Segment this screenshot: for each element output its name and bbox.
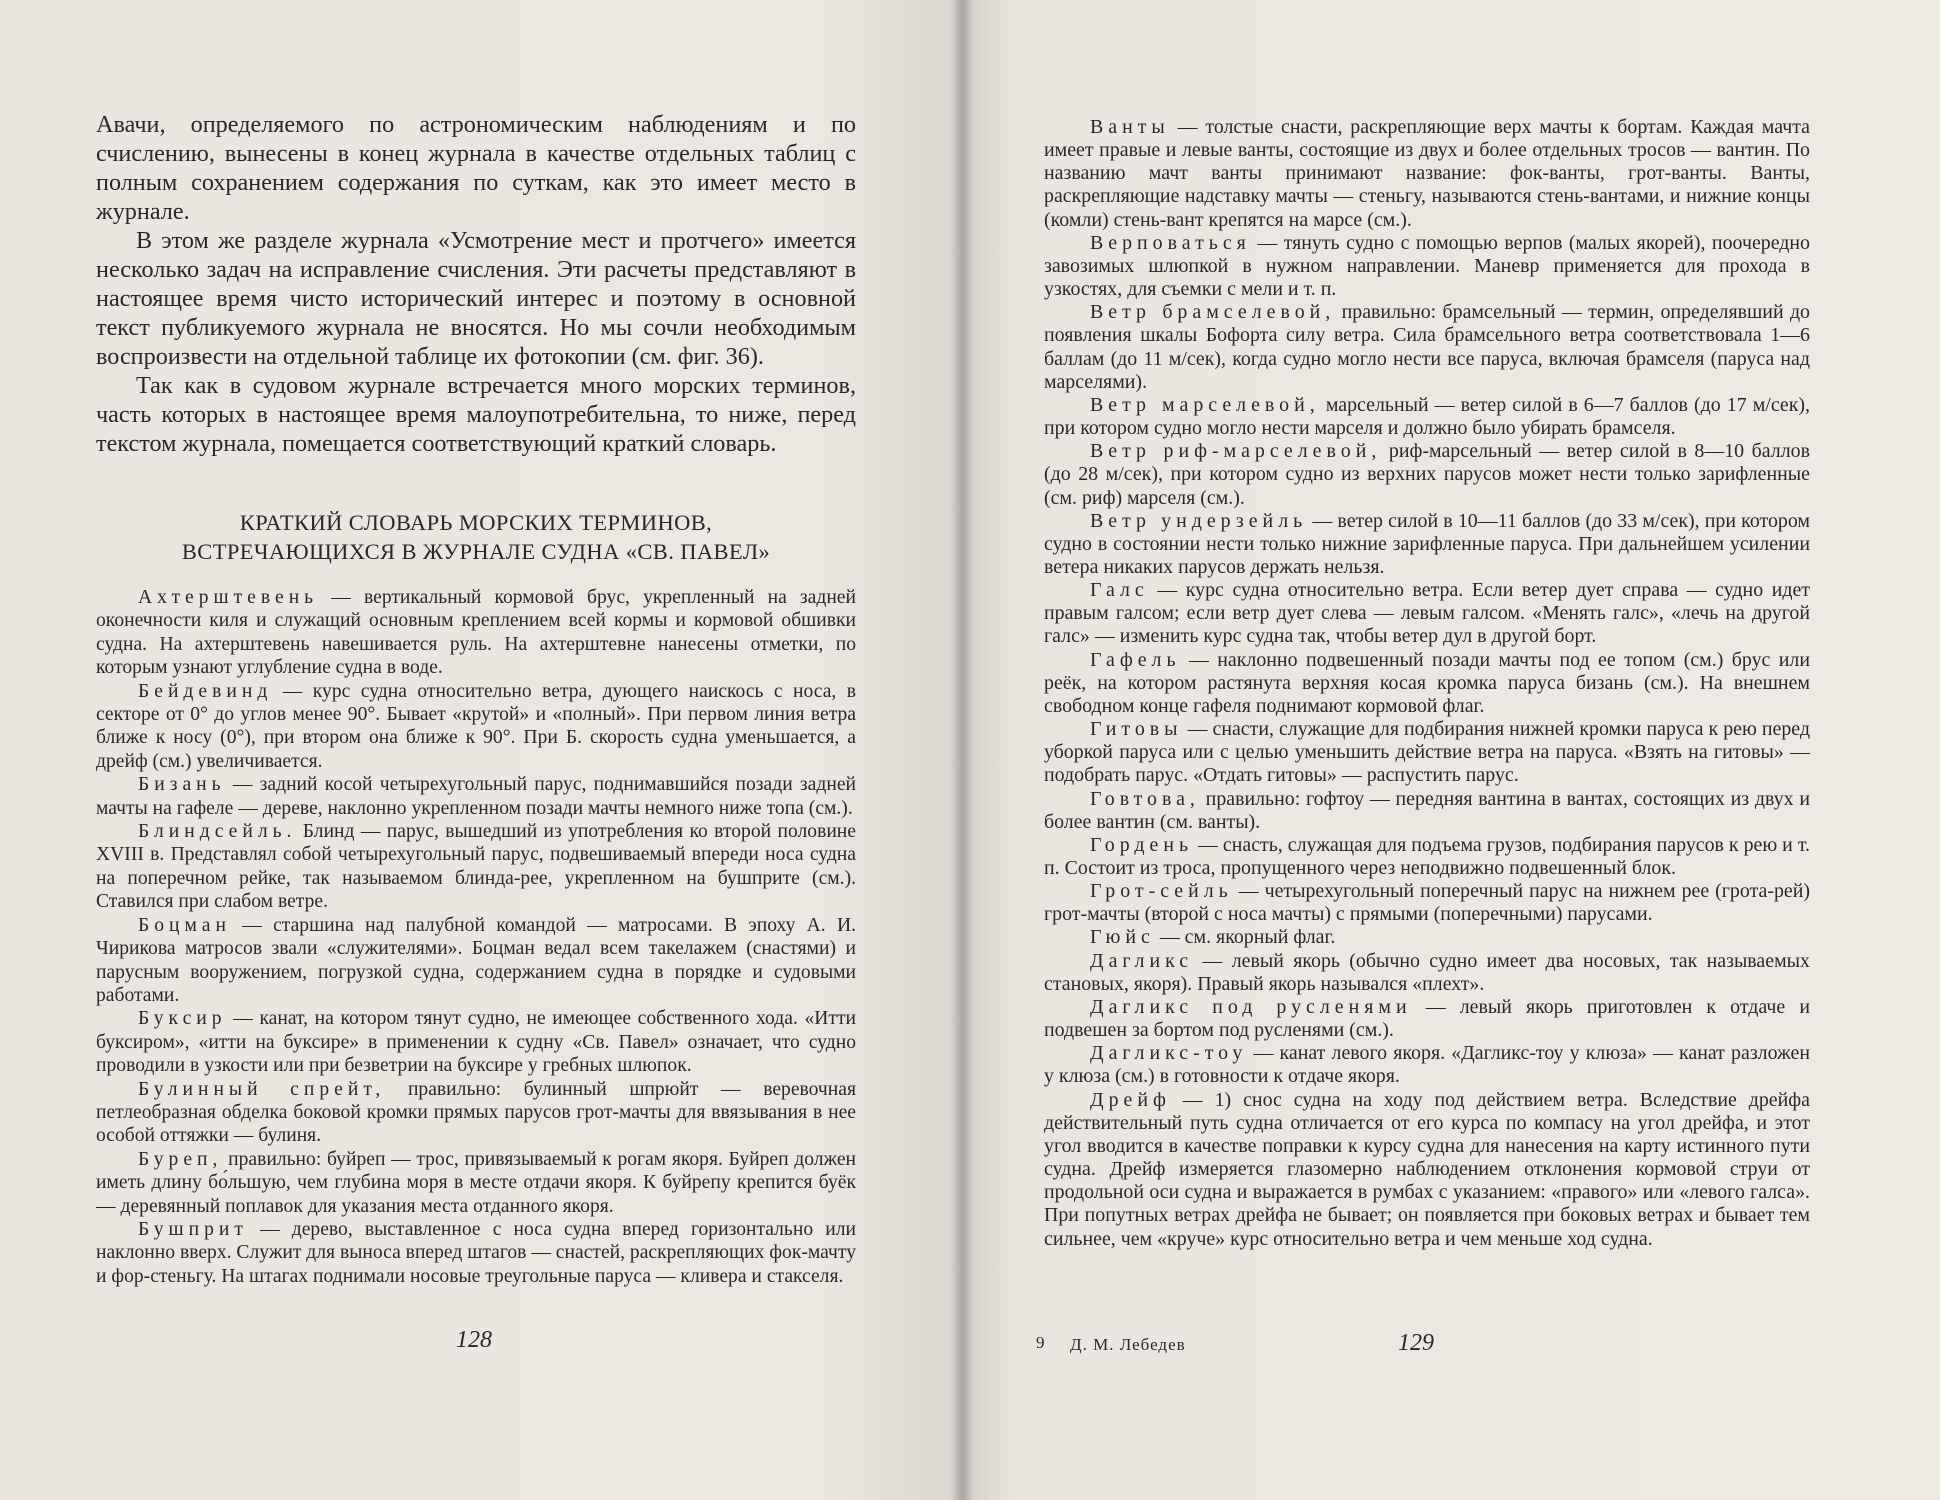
entry-term: Говтова, bbox=[1090, 787, 1200, 810]
entry-definition: правильно: брамсельный — термин, определявший до появления шкалы Бофорта силу ветра. Сила брамсельного ветра соответствовала 1—6 баллам (до 11 м/сек), когда судно могло нести все паруса, включая брамселя (паруса над марселями). bbox=[1044, 301, 1811, 393]
entry-term: Дрейф bbox=[1090, 1088, 1171, 1111]
page-number-left: 128 bbox=[456, 1327, 492, 1353]
dictionary-entry bbox=[1044, 950, 1810, 996]
dictionary-heading bbox=[96, 508, 856, 566]
entry-definition: — вертикальный кормовой брус, укрепленный на задней оконечности киля и служащий основным креплением всей кормы и кормовой обшивки судна. На ахтерштевень навешивается руль. На ахтерштевне нанесены отметки, по которым узнают углубление судна в воде. bbox=[96, 587, 856, 679]
entry-definition: — курс судна относительно ветра, дующего наискось с носа, в секторе от 0° до углов менее 90°. Бывает «крутой» и «полный». При первом линия ветра ближе к носу (0°), при втором она ближе к 90°. При Б. скорость судна уменьшается, а дрейф (см.) увеличивается. bbox=[96, 680, 856, 772]
entry-definition: правильно: буйреп — трос, привязываемый к рогам якоря. Буйреп должен иметь длину бо́льшую, чем глубина моря в месте отдачи якоря. К буйрепу крепится буёк — деревянный поплавок для указания места отданного якоря. bbox=[96, 1148, 856, 1217]
entry-definition: Блинд — парус, вышедший из употребления ко второй половине XVIII в. Представлял собой четырехугольный парус, подвешиваемый впереди носа судна на поперечном рейке, так называемом блинда-рее, укрепленном на бушприте (см.). Ставился при слабом ветре. bbox=[96, 821, 856, 913]
dictionary-entry bbox=[1044, 301, 1810, 394]
entry-term: Гафель bbox=[1090, 648, 1181, 671]
entry-term: Ветр ундерзейль bbox=[1090, 509, 1308, 532]
entry-term: Бушприт bbox=[138, 1218, 248, 1240]
dictionary-entry bbox=[1044, 649, 1810, 718]
entry-definition: — канат, на котором тянут судно, не имеющее собственного хода. «Итти буксиром», «итти на буксире» в применении к судну «Св. Павел» означает, что судно проводили в узкости или при безветрии на буксире у гребных шлюпок. bbox=[96, 1008, 856, 1077]
entry-term: Дагликс bbox=[1090, 949, 1194, 972]
entry-term: Бизань bbox=[138, 774, 226, 796]
entry-term: Ванты bbox=[1090, 116, 1170, 138]
dictionary-entry bbox=[1044, 1089, 1810, 1251]
entry-term: Ветр марселевой, bbox=[1090, 393, 1320, 416]
entry-definition: — задний косой четырехугольный парус, поднимавшийся позади задней мачты на гафеле — дереве, наклонно укрепленном позади мачты немного ниже топа (см.). bbox=[96, 774, 856, 819]
entry-definition: — левый якорь приготовлен к отдаче и подвешен за бортом под русленями (см.). bbox=[1044, 995, 1810, 1042]
entry-definition: — старшина над палубной командой — матросами. В эпоху А. И. Чирикова матросов звали «служителями». Боцман ведал всем такелажем (снастями) и парусным вооружением, погрузкой судна, содержанием судна в порядке и судовыми работами. bbox=[96, 914, 856, 1006]
intro-paragraph: Авачи, определяемого по астрономическим наблюдениям и по счислению, вынесены в конец журнала в качестве отдельных таблиц с полным сохранением содержания по суткам, как это имеет место в журнале. bbox=[96, 111, 856, 225]
heading-line: КРАТКИЙ СЛОВАРЬ МОРСКИХ ТЕРМИНОВ, bbox=[239, 510, 713, 535]
dictionary-entries-left bbox=[96, 586, 856, 1288]
entry-definition: — курс судна относительно ветра. Если ветер дует справа — судно идет правым галсом; если ветр дует слева — левым галсом. «Менять галс», «лечь на другой галс» — изменить курс судна так, чтобы ветер дул в другой борт. bbox=[1044, 579, 1810, 648]
entry-definition: — снасти, служащие для подбирания нижней кромки паруса к рею перед уборкой паруса или с целью уменьшить действие ветра на паруса. «Взять на гитовы» — подобрать парус. «Отдать гитовы» — распустить парус. bbox=[1044, 718, 1810, 787]
dictionary-entry bbox=[1044, 510, 1810, 579]
dictionary-entry bbox=[1044, 834, 1810, 880]
entry-term: Бейдевинд bbox=[138, 680, 273, 702]
dictionary-entry bbox=[1044, 1042, 1810, 1088]
entry-term: Буксир bbox=[138, 1008, 227, 1030]
entry-term: Ахтерштевень bbox=[138, 587, 319, 608]
dictionary-entry bbox=[1044, 579, 1810, 648]
dictionary-entry bbox=[96, 914, 856, 1008]
entry-term: Дагликс под русленями bbox=[1090, 995, 1412, 1018]
right-page bbox=[962, 0, 1940, 1500]
page-number-right: 129 bbox=[1398, 1330, 1434, 1356]
entry-definition: — канат левого якоря. «Дагликс-тоу у клюза» — канат разложен у клюза (см.) в готовности к отдаче якоря. bbox=[1044, 1042, 1810, 1088]
dictionary-entry bbox=[1044, 232, 1810, 301]
heading-line: ВСТРЕЧАЮЩИХСЯ В ЖУРНАЛЕ СУДНА «СВ. ПАВЕЛ» bbox=[181, 539, 771, 564]
entry-term: Блиндсейль. bbox=[138, 821, 297, 843]
dictionary-entry bbox=[1044, 116, 1810, 232]
entry-definition: — наклонно подвешенный позади мачты под ее топом (см.) брус или реёк, на котором растянута верхняя косая кромка паруса бизань (см.). На внешнем свободном конце гафеля поднимают кормовой флаг. bbox=[1044, 648, 1810, 717]
entry-definition: — 1) снос судна на ходу под действием ветра. Вследствие дрейфа действительный путь судна отличается от его курса по компасу на угол дрейфа, и этот угол вводится в качестве поправки к курсу судна для нанесения на карту истинного пути судна. Дрейф измеряется глазомерно наблюдением отклонения кормовой струи от продольной оси судна и выражается в румбах с указанием: «правого» или «левого галса». При попутных ветрах дрейфа не бывает; он появляется при боковых ветрах и бывает тем сильнее, чем «круче» курс относительно ветра и чем меньше ход судна. bbox=[1044, 1088, 1810, 1250]
entry-definition: марсельный — ветер силой в 6—7 баллов (до 17 м/сек), при котором судно могло нести марселя и должно было убирать брамселя. bbox=[1044, 393, 1810, 440]
dictionary-entry bbox=[1044, 718, 1810, 787]
dictionary-entry bbox=[1044, 926, 1810, 949]
entry-definition: — тянуть судно с помощью верпов (малых якорей), поочередно завозимых шлюпкой в нужном направлении. Маневр применяется для прохода в узкостях, для съемки с мели и т. п. bbox=[1044, 231, 1810, 301]
entry-term: Боцман bbox=[138, 914, 231, 936]
dictionary-entry bbox=[1044, 996, 1810, 1042]
dictionary-entry bbox=[96, 586, 856, 680]
signature-number: 9 bbox=[1036, 1333, 1046, 1352]
entry-term: Ветр риф-марселевой, bbox=[1090, 440, 1382, 463]
dictionary-entries-right bbox=[1044, 116, 1810, 1251]
entry-definition: — четырехугольный поперечный парус на нижнем рее (грота-рей) грот-мачты (второй с носа мачты) с прямыми (поперечными) парусами. bbox=[1044, 880, 1810, 926]
dictionary-entry bbox=[96, 1007, 856, 1077]
entry-term: Дагликс-тоу bbox=[1090, 1042, 1248, 1065]
entry-definition: — левый якорь (обычно судно имеет два носовых, так называемых становых, якоря). Правый якорь назывался «плехт». bbox=[1044, 949, 1810, 995]
dictionary-entry bbox=[96, 1148, 856, 1218]
entry-term: Верповаться bbox=[1090, 231, 1251, 254]
right-page-content bbox=[1044, 116, 1810, 1251]
dictionary-entry bbox=[1044, 440, 1810, 509]
entry-term: Галс bbox=[1090, 579, 1149, 602]
dictionary-entry bbox=[1044, 394, 1810, 440]
entry-definition: — дерево, выставленное с носа судна вперед горизонтально или наклонно вверх. Служит для выноса вперед штагов — снастей, раскрепляющих фок-мачту и фор-стеньгу. На штагах поднимали носовые треугольные паруса — кливера и стакселя. bbox=[96, 1218, 856, 1287]
dictionary-entry bbox=[96, 773, 856, 820]
entry-term: Буреп, bbox=[138, 1148, 223, 1170]
entry-definition: — толстые снасти, раскрепляющие верх мачты к бортам. Каждая мачта имеет правые и левые ванты, состоящие из двух и более отдельных тросов — вантин. По названию мачт ванты принимают название: фок-ванты, грот-ванты. Ванты, раскрепляющие надставку мачты — стеньгу, называются стень-вантами, и нижние концы (комли) стень-вант крепятся на марсе (см.). bbox=[1044, 116, 1810, 231]
entry-term: Гюйс bbox=[1090, 926, 1155, 949]
entry-definition: — снасть, служащая для подъема грузов, подбирания парусов к рею и т. п. Состоит из троса, пропущенного через неподвижно подвешенный блок. bbox=[1044, 833, 1810, 879]
dictionary-entry bbox=[96, 680, 856, 774]
entry-term: Булинный спрейт, bbox=[138, 1078, 386, 1100]
entry-definition: правильно: гофтоу — передняя вантина в вантах, состоящих из двух и более вантин (см. ванты). bbox=[1044, 787, 1810, 833]
signature-author: Д. М. Лебедев bbox=[1070, 1335, 1186, 1354]
entry-term: Ветр брамселевой, bbox=[1090, 301, 1336, 324]
entry-definition: — ветер силой в 10—11 баллов (до 33 м/сек), при котором судно в состоянии нести только нижние зарифленные паруса. При дальнейшем усилении ветера никаких парусов держать нельзя. bbox=[1044, 509, 1810, 578]
dictionary-entry bbox=[1044, 880, 1810, 926]
entry-definition: риф-марсельный — ветер силой в 8—10 баллов (до 28 м/сек), при котором судно из верхних парусов может нести только зарифленные (см. риф) марселя (см.). bbox=[1044, 440, 1810, 509]
book-gutter bbox=[950, 0, 974, 1500]
dictionary-entry bbox=[96, 820, 856, 914]
dictionary-entry bbox=[96, 1218, 856, 1288]
intro-paragraph: Так как в судовом журнале встречается много морских терминов, часть которых в настоящее время малоупотребительна, то ниже, перед текстом журнала, помещается соответствующий краткий словарь. bbox=[96, 372, 856, 457]
intro-paragraph: В этом же разделе журнала «Усмотрение мест и протчего» имеется несколько задач на исправление счисления. Эти расчеты представляют в настоящее время чисто исторический интерес и поэтому в основной текст публикуемого журнала не вносятся. Но мы сочли необходимым воспроизвести на отдельной таблице их фотокопии (см. фиг. 36). bbox=[96, 227, 856, 370]
entry-definition: правильно: булинный шпрюйт — веревочная петлеобразная обделка боковой кромки прямых парусов грот-мачты для ввязывания в нее особой оттяжки — булиня. bbox=[96, 1078, 856, 1147]
entry-definition: — см. якорный флаг. bbox=[1154, 926, 1336, 949]
dictionary-entry bbox=[1044, 788, 1810, 834]
left-page-content bbox=[96, 110, 856, 1288]
dictionary-entry bbox=[96, 1078, 856, 1148]
entry-term: Грот-сейль bbox=[1090, 880, 1233, 903]
entry-term: Гитовы bbox=[1090, 718, 1183, 741]
entry-term: Гордень bbox=[1090, 833, 1194, 856]
left-page bbox=[0, 0, 962, 1500]
intro-text bbox=[96, 110, 856, 458]
